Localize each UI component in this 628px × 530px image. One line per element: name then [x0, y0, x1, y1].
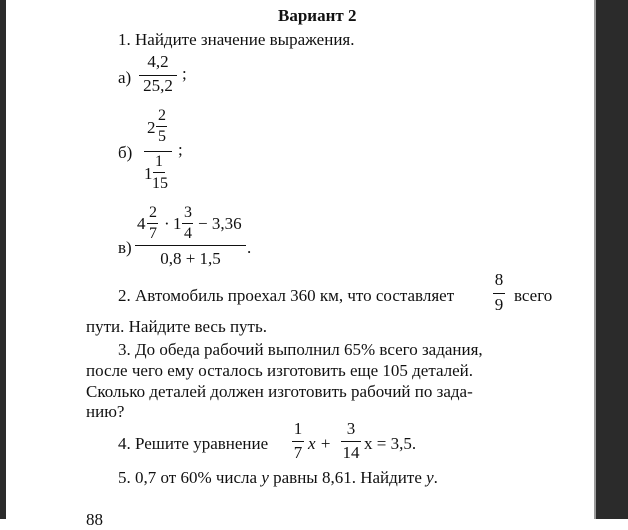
task1a-label: а): [118, 68, 132, 87]
document-page: [6, 0, 594, 529]
task1c-den2: 4: [184, 225, 192, 242]
task1c-num1: 2: [149, 204, 157, 221]
page-number: 88: [86, 510, 103, 529]
task1b-label: б): [118, 143, 133, 162]
task1b-bot-den: 15: [152, 175, 168, 192]
task5-text-line: [118, 468, 438, 488]
task4-f2-den: 14: [342, 443, 360, 462]
task4-text: 4. Решите уравнение: [118, 434, 269, 453]
task3-line1: 3. До обеда рабочий выполнил 65% всего задания,: [118, 340, 483, 359]
task5-end: .: [433, 468, 438, 487]
task1c-denominator: 0,8 + 1,5: [160, 249, 221, 268]
task1a-numerator: 4,2: [147, 52, 169, 71]
window-frame-right: [596, 0, 628, 519]
task4-f1-num: 1: [293, 419, 303, 438]
task1c-main-bar: [135, 245, 246, 246]
task1c-den1: 7: [149, 225, 157, 242]
task1b-top-whole: 2: [147, 118, 156, 137]
task4-x1: x +: [308, 434, 332, 453]
task5-var2: y: [426, 468, 434, 487]
task1a-semicolon: ;: [182, 64, 187, 83]
task3-line4: нию?: [86, 402, 125, 421]
task4-f1-den: 7: [293, 443, 303, 462]
task2-after: всего: [514, 286, 553, 305]
task2-line2: пути. Найдите весь путь.: [86, 317, 267, 336]
task3-line3: Сколько деталей должен изготовить рабочий по зада-: [86, 382, 473, 401]
task1b-bot-whole: 1: [144, 164, 153, 183]
task2-frac-den: 9: [494, 295, 504, 314]
task4-f2-num: 3: [346, 419, 356, 438]
task1c-dot: ·: [164, 214, 170, 233]
task1c-label: в): [118, 238, 132, 257]
task1a-denominator: 25,2: [143, 76, 173, 95]
task1b-bot-num: 1: [155, 153, 163, 170]
task1-text: 1. Найдите значение выражения.: [118, 30, 355, 49]
task1b-top-num: 2: [158, 107, 166, 124]
task1c-whole2: 1: [173, 214, 182, 233]
task5-mid: равны 8,61. Найдите: [273, 468, 422, 487]
task1c-whole1: 4: [137, 214, 146, 233]
task1c-minus: − 3,36: [198, 214, 242, 233]
task1c-period: .: [247, 238, 252, 257]
variant-title: Вариант 2: [278, 6, 357, 25]
task3-line2: после чего ему осталось изготовить еще 105 деталей.: [86, 361, 474, 380]
task4-x2: x = 3,5.: [364, 434, 417, 453]
task2-line1: 2. Автомобиль проехал 360 км, что составляет: [118, 286, 455, 305]
task1c-num2: 3: [184, 204, 192, 221]
task1b-semicolon: ;: [178, 140, 183, 159]
task5-var: y: [261, 468, 269, 487]
task2-frac-num: 8: [494, 270, 504, 289]
task5-text: 5. 0,7 от 60% числа: [118, 468, 258, 487]
task1b-top-den: 5: [158, 128, 166, 145]
